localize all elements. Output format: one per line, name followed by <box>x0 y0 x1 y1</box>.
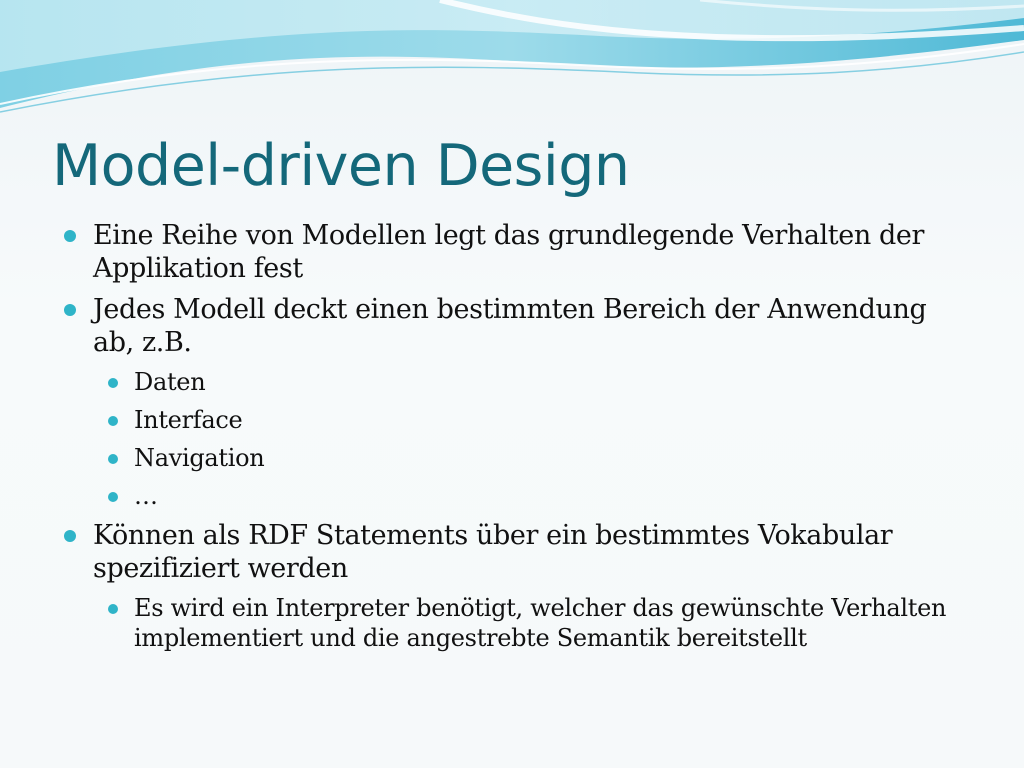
bullet-item <box>60 219 960 285</box>
sub-bullet-dot-icon <box>108 378 118 388</box>
bullet-text: Jedes Modell deckt einen bestimmten Bereich der Anwendung ab, z.B. <box>93 294 927 358</box>
bullet-text: Können als RDF Statements über ein bestimmtes Vokabular spezifiziert werden <box>93 520 893 584</box>
slide-title: Model-driven Design <box>52 133 630 199</box>
sub-bullet-dot-icon <box>108 604 118 614</box>
sub-bullet-text: Interface <box>134 406 243 434</box>
sub-bullet-item <box>60 367 960 397</box>
bullet-text: Eine Reihe von Modellen legt das grundlegende Verhalten der Applikation fest <box>93 220 924 284</box>
sub-bullet-text: Daten <box>134 368 206 396</box>
sub-bullet-item <box>60 593 960 653</box>
sub-bullet-dot-icon <box>108 416 118 426</box>
sub-bullet-item <box>60 443 960 473</box>
sub-bullet-text: … <box>134 482 158 510</box>
sub-bullet-item <box>60 405 960 435</box>
sub-bullet-dot-icon <box>108 454 118 464</box>
bullet-list <box>60 219 960 661</box>
sub-bullet-dot-icon <box>108 492 118 502</box>
bullet-dot-icon <box>64 530 76 542</box>
bullet-dot-icon <box>64 304 76 316</box>
bullet-item <box>60 519 960 585</box>
header-wave-decoration <box>0 0 1024 120</box>
bullet-item <box>60 293 960 359</box>
sub-bullet-list <box>60 367 960 511</box>
sub-bullet-item <box>60 481 960 511</box>
sub-bullet-text: Navigation <box>134 444 265 472</box>
sub-bullet-text: Es wird ein Interpreter benötigt, welcher das gewünschte Verhalten implementiert und die angestrebte Semantik bereitstellt <box>134 594 947 652</box>
sub-bullet-list <box>60 593 960 653</box>
bullet-dot-icon <box>64 230 76 242</box>
